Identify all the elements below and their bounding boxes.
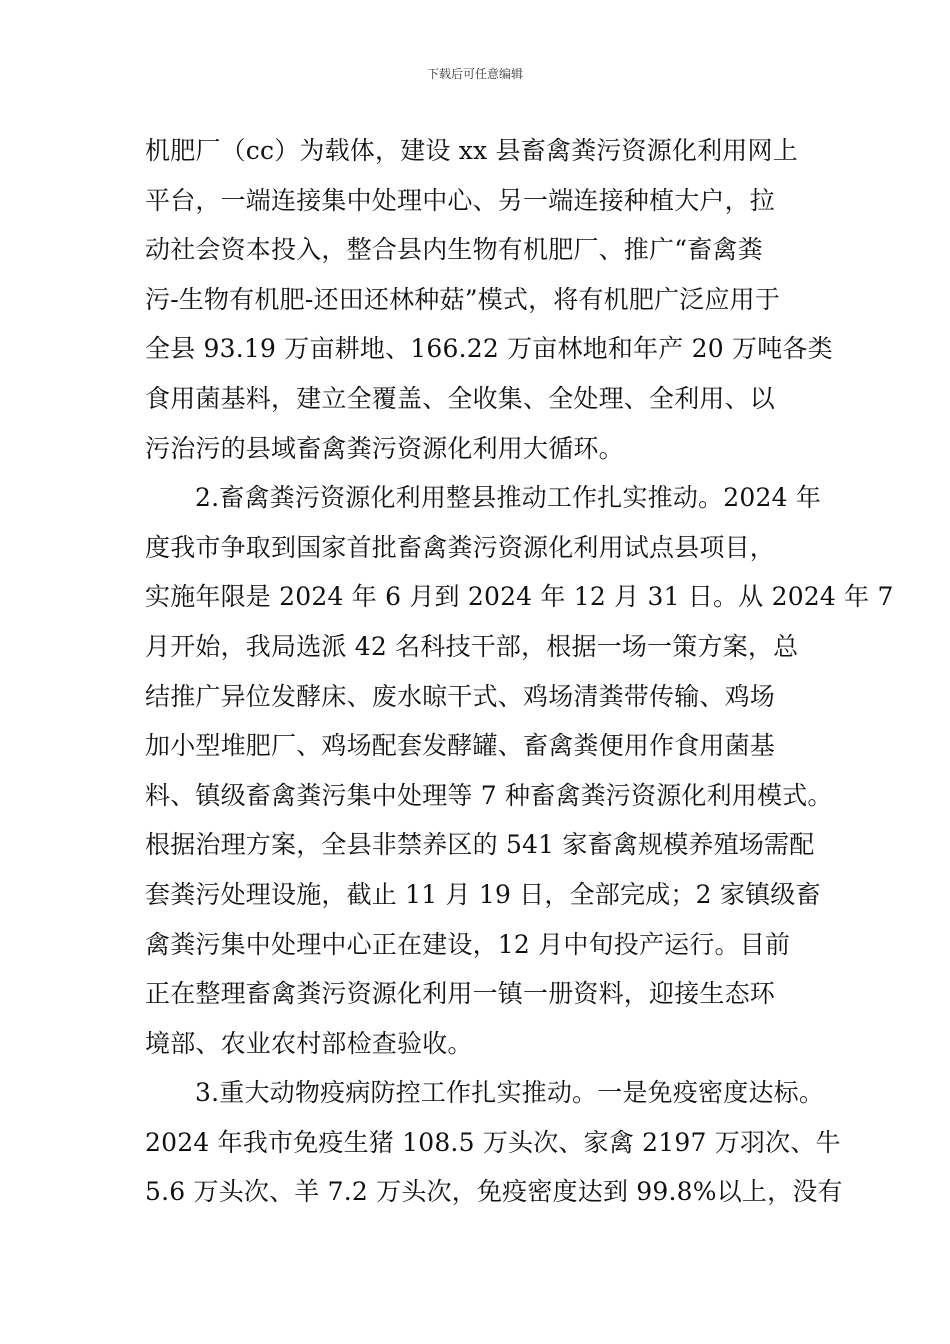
text-line: 实施年限是 2024 年 6 月到 2024 年 12 月 31 日。从 2024 年 7 <box>145 582 894 612</box>
text-line: 料、镇级畜禽粪污集中处理等 7 种畜禽粪污资源化利用模式。 <box>145 780 833 810</box>
paragraph-3 <box>145 1068 843 1217</box>
text-line: 度我市争取到国家首批畜禽粪污资源化利用试点县项目， <box>145 532 776 562</box>
text-line: 机肥厂（cc）为载体，建设 xx 县畜禽粪污资源化利用网上 <box>145 136 798 165</box>
text-line: 污治污的县域畜禽粪污资源化利用大循环。 <box>145 433 624 463</box>
document-body <box>145 126 894 1217</box>
text-line: 套粪污处理设施，截止 11 月 19 日，全部完成；2 家镇级畜 <box>145 879 821 909</box>
text-line: 加小型堆肥厂、鸡场配套发酵罐、畜禽粪便用作食用菌基 <box>145 731 776 761</box>
text-line: 2.畜禽粪污资源化利用整县推动工作扎实推动。2024 年 <box>195 483 822 513</box>
text-line: 2024 年我市免疫生猪 108.5 万头次、家禽 2197 万羽次、牛 <box>145 1127 841 1157</box>
text-line: 月开始，我局选派 42 名科技干部，根据一场一策方案，总 <box>145 631 799 661</box>
text-line: 全县 93.19 万亩耕地、166.22 万亩林地和年产 20 万吨各类 <box>145 334 833 364</box>
text-line: 平台，一端连接集中处理中心、另一端连接种植大户，拉 <box>145 185 776 215</box>
text-line: 境部、农业农村部检查验收。 <box>145 1028 473 1058</box>
text-line: 禽粪污集中处理中心正在建设，12 月中旬投产运行。目前 <box>145 929 791 959</box>
paragraph-2 <box>145 473 894 1068</box>
text-line: 3.重大动物疫病防控工作扎实推动。一是免疫密度达标。 <box>195 1078 825 1108</box>
text-line: 食用菌基料，建立全覆盖、全收集、全处理、全利用、以 <box>145 383 776 413</box>
page-header-note: 下载后可任意编辑 <box>426 67 523 81</box>
text-line: 动社会资本投入，整合县内生物有机肥厂、推广“畜禽粪 <box>145 235 763 265</box>
text-line: 结推广异位发酵床、废水晾干式、鸡场清粪带传输、鸡场 <box>145 681 776 711</box>
text-line: 污-生物有机肥-还田还林种菇”模式，将有机肥广泛应用于 <box>145 284 781 314</box>
paragraph-1 <box>145 126 833 473</box>
text-line: 根据治理方案，全县非禁养区的 541 家畜禽规模养殖场需配 <box>145 830 815 860</box>
text-line: 正在整理畜禽粪污资源化利用一镇一册资料，迎接生态环 <box>145 979 776 1009</box>
text-line: 5.6 万头次、羊 7.2 万头次，免疫密度达到 99.8%以上，没有 <box>145 1177 843 1207</box>
